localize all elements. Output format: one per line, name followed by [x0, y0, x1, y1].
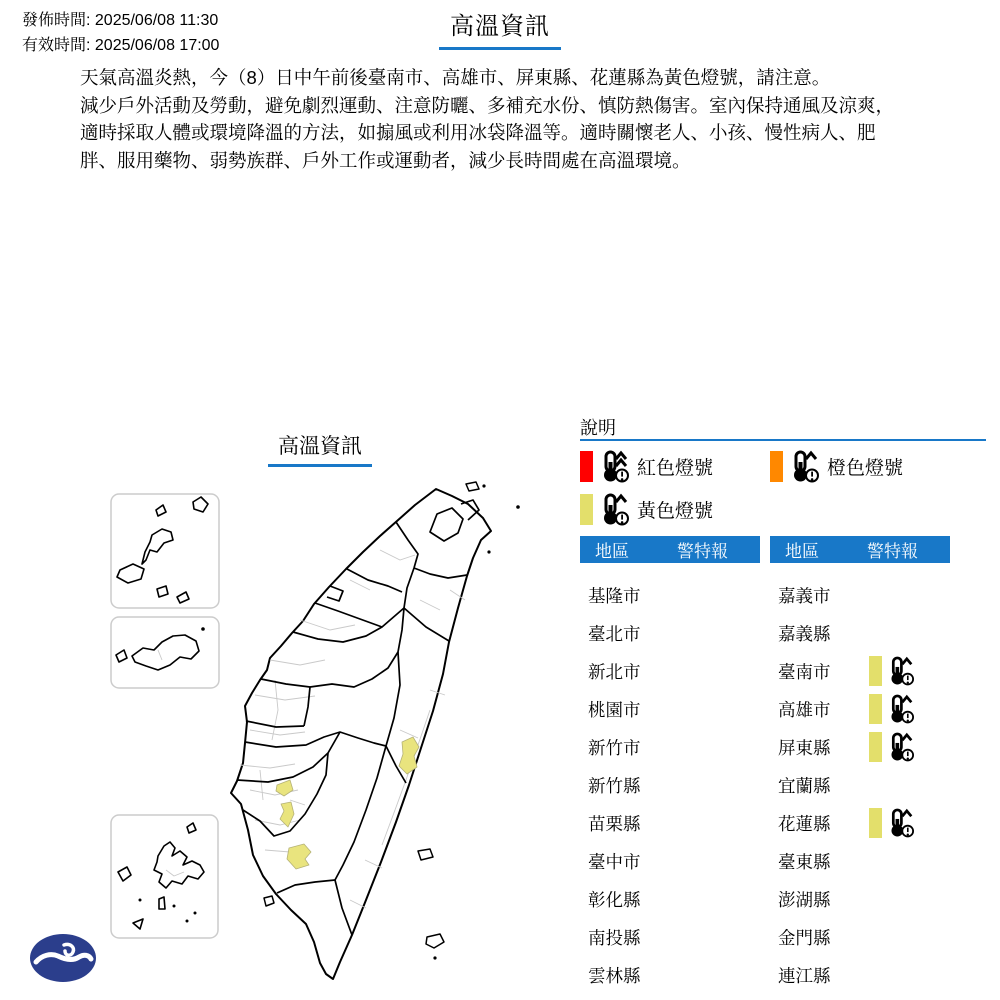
legend-item [580, 493, 713, 526]
yellow-warning-badge [869, 694, 882, 724]
warning-indicator [869, 808, 914, 838]
table-row [580, 842, 760, 880]
bulletin-body: 減少戶外活動及勞動，避免劇烈運動、注意防曬、多補充水份、慎防熱傷害。室內保持通風及涼爽，適時採取人體或環境降溫的方法，如搧風或利用冰袋降溫等。適時關懷老人、小孩、慢性病人、肥胖、服用藥物、弱勢族群、戶外工作或運動者，減少長時間處在高溫環境。 [80, 94, 895, 171]
table-row [770, 842, 950, 880]
region-table-right [770, 536, 950, 994]
region-name: 南投縣 [588, 927, 641, 948]
column-warning: 警特報 [677, 542, 728, 561]
region-name: 彰化縣 [588, 889, 641, 910]
valid-time: 有效時間: 2025/06/08 17:00 [22, 37, 220, 54]
table-row [770, 918, 950, 956]
region-name: 基隆市 [588, 585, 641, 606]
region-name: 臺中市 [588, 851, 641, 872]
warning-indicator [869, 732, 914, 762]
thermometer-warning-icon [789, 450, 819, 483]
region-name: 高雄市 [778, 699, 831, 720]
yellow-warning-badge [869, 656, 882, 686]
table-row [580, 690, 760, 728]
table-row [770, 766, 950, 804]
legend-item [770, 450, 903, 483]
region-name: 苗栗縣 [588, 813, 641, 834]
table-row [580, 576, 760, 614]
map-title: 高溫資訊 [268, 430, 372, 467]
region-name: 花蓮縣 [778, 813, 831, 834]
column-region: 地區 [785, 542, 819, 561]
region-table-left [580, 536, 760, 994]
legend-title: 說明 [580, 418, 616, 438]
table-body [580, 576, 760, 994]
table-row [770, 614, 950, 652]
region-name: 新竹市 [588, 737, 641, 758]
bulletin-text [80, 64, 912, 174]
yellow-warning-badge [869, 808, 882, 838]
column-warning: 警特報 [867, 542, 918, 561]
signal-color-swatch [580, 494, 593, 525]
table-row [580, 728, 760, 766]
bulletin-line1: 天氣高溫炎熱，今（8）日中午前後臺南市、高雄市、屏東縣、花蓮縣為黃色燈號，請注意。 [80, 67, 831, 88]
table-row [770, 956, 950, 994]
signal-color-swatch [580, 451, 593, 482]
table-row [580, 766, 760, 804]
table-row [770, 576, 950, 614]
thermometer-warning-icon [599, 450, 629, 483]
region-name: 新北市 [588, 661, 641, 682]
column-region: 地區 [595, 542, 629, 561]
table-row [580, 956, 760, 994]
warning-indicator [869, 656, 914, 686]
thermometer-warning-icon [887, 694, 914, 724]
legend-item-label: 黃色燈號 [637, 501, 714, 522]
region-name: 嘉義市 [778, 585, 831, 606]
timestamps [22, 8, 219, 58]
table-header [580, 536, 760, 563]
region-name: 金門縣 [778, 927, 831, 948]
cwa-logo [28, 932, 98, 984]
thermometer-warning-icon [599, 493, 629, 526]
legend-item-label: 紅色燈號 [637, 458, 714, 479]
region-name: 臺東縣 [778, 851, 831, 872]
legend-divider [580, 439, 986, 441]
table-row [770, 652, 950, 690]
table-row [580, 614, 760, 652]
warning-indicator [869, 694, 914, 724]
table-row [770, 804, 950, 842]
region-name: 臺北市 [588, 623, 641, 644]
legend [580, 450, 986, 530]
region-name: 連江縣 [778, 965, 831, 986]
region-name: 臺南市 [778, 661, 831, 682]
region-name: 嘉義縣 [778, 623, 831, 644]
table-row [580, 918, 760, 956]
thermometer-warning-icon [887, 732, 914, 762]
table-row [580, 652, 760, 690]
thermometer-warning-icon [887, 656, 914, 686]
table-row [580, 804, 760, 842]
table-header [770, 536, 950, 563]
table-row [770, 690, 950, 728]
yellow-warning-badge [869, 732, 882, 762]
region-name: 雲林縣 [588, 965, 641, 986]
region-name: 澎湖縣 [778, 889, 831, 910]
table-row [770, 880, 950, 918]
table-row [770, 728, 950, 766]
issued-time: 發佈時間: 2025/06/08 11:30 [22, 12, 219, 29]
thermometer-warning-icon [887, 808, 914, 838]
page-title: 高溫資訊 [439, 6, 561, 50]
region-name: 屏東縣 [778, 737, 831, 758]
region-name: 桃園市 [588, 699, 641, 720]
legend-item-label: 橙色燈號 [827, 458, 904, 479]
table-row [580, 880, 760, 918]
taiwan-map [100, 480, 570, 1000]
region-name: 新竹縣 [588, 775, 641, 796]
region-name: 宜蘭縣 [778, 775, 831, 796]
table-body [770, 576, 950, 994]
legend-item [580, 450, 713, 483]
signal-color-swatch [770, 451, 783, 482]
